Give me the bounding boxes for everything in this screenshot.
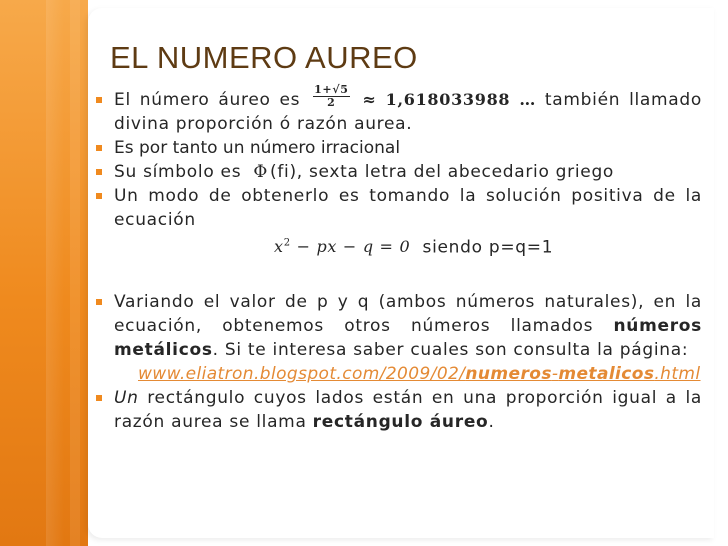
slide-title: EL NUMERO AUREO	[110, 40, 418, 75]
list-item-irrational	[96, 136, 702, 160]
metallic-bold: números metálicos	[114, 316, 702, 361]
metallic-text-before: Variando el valor de p y q (ambos números naturales), en la ecuación, obtenemos otros números llamados	[114, 292, 702, 337]
link-bold-1: numeros	[465, 364, 552, 385]
link-dash: -	[551, 364, 559, 385]
equation-rest: − px − q = 0	[290, 237, 411, 257]
symbol-text-before: Su símbolo es	[114, 162, 242, 182]
bullet-icon	[96, 395, 102, 401]
slide-content	[96, 82, 703, 434]
golden-text-before: El número áureo es	[114, 90, 301, 110]
golden-fraction	[313, 84, 350, 109]
bullet-icon	[96, 299, 102, 305]
phi-symbol: Φ	[253, 162, 268, 182]
left-bar-stripe	[46, 0, 64, 546]
bullet-icon	[96, 169, 102, 175]
bullet-icon	[96, 97, 102, 103]
equation-line	[114, 232, 702, 259]
list-item-symbol	[96, 160, 702, 184]
bullet-icon	[96, 193, 102, 199]
equation-text: Un modo de obtenerlo es tomando la solución positiva de la ecuación	[114, 186, 702, 230]
list-item-golden-number	[96, 82, 703, 136]
equation-x: x	[274, 237, 284, 257]
list-item-rectangle	[96, 386, 702, 434]
rectangle-bold: rectángulo áureo	[312, 412, 489, 433]
spacer	[96, 259, 702, 290]
fraction-denominator: 2	[327, 95, 336, 109]
equation-formula	[274, 237, 410, 256]
list-item-equation	[96, 184, 702, 259]
link-bold-2: metalicos	[558, 364, 655, 385]
link-prefix: www.eliatron.blogspot.com/2009/02/	[138, 364, 466, 385]
symbol-text-after: (fi), sexta letra del abecedario griego	[270, 162, 615, 182]
irrational-text: Es por tanto un número irracional	[114, 138, 401, 158]
metallic-text-after: . Si te interesa saber cuales son consulta la página:	[212, 340, 689, 361]
rectangle-text-before: rectángulo cuyos lados están en una proporción igual a la razón aurea se llama	[114, 388, 703, 433]
metallic-link[interactable]	[114, 362, 702, 386]
rectangle-un: Un	[114, 388, 139, 409]
list-item-metallic	[96, 290, 702, 386]
equation-exponent: 2	[283, 238, 291, 249]
fraction-numerator: 1+√5	[314, 82, 349, 96]
rectangle-text-after: .	[488, 412, 495, 433]
golden-value: ≈ 1,618033988 …	[362, 90, 537, 109]
golden-text-after: también llamado divina proporción ó razón aurea.	[114, 90, 703, 134]
left-decorative-bar	[0, 0, 88, 546]
left-bar-stripe	[70, 0, 80, 546]
link-suffix: .html	[654, 364, 701, 385]
bullet-icon	[96, 145, 102, 151]
equation-condition: siendo p=q=1	[422, 237, 554, 258]
